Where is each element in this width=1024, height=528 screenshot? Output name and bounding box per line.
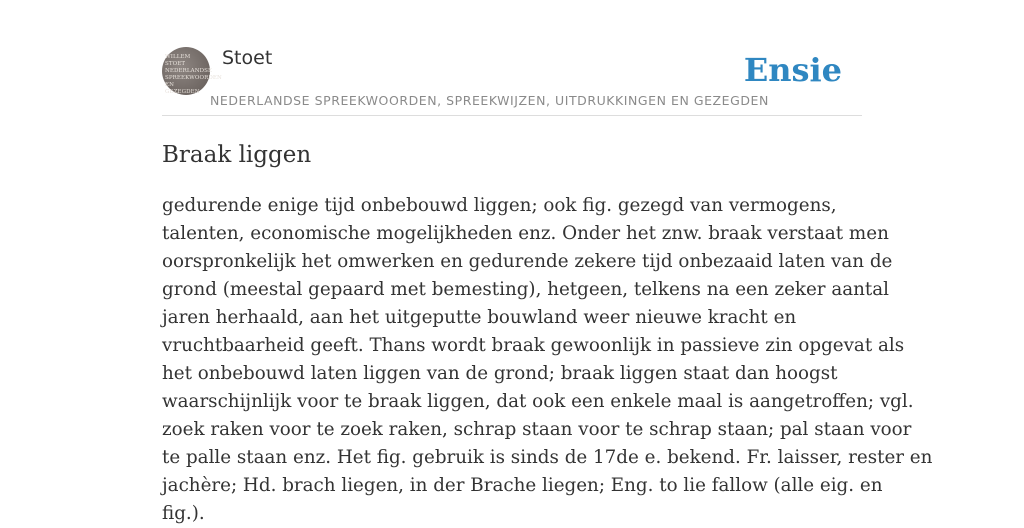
entry-title: Braak liggen [162, 142, 312, 168]
definition-line: jachère; Hd. brach liegen, in der Brache liegen; Eng. to lie fallow (alle eig. en [162, 475, 883, 496]
definition-line: talenten, economische mogelijkheden enz. Onder het znw. braak verstaat men [162, 223, 889, 244]
definition-line: jaren herhaald, aan het uitgeputte bouwland weer nieuwe kracht en [162, 307, 797, 328]
definition-line: fig.). [162, 503, 205, 524]
definition-line: zoek raken voor te zoek raken, schrap staan voor te schrap staan; pal staan voor [162, 419, 912, 440]
header [162, 0, 862, 116]
source-subtitle[interactable]: NEDERLANDSE SPREEKWOORDEN, SPREEKWIJZEN, UITDRUKKINGEN EN GEZEGDEN [210, 93, 769, 108]
definition-line: gedurende enige tijd onbebouwd liggen; ook fig. gezegd van vermogens, [162, 195, 837, 216]
entry-definition [162, 192, 933, 528]
author-avatar[interactable] [162, 47, 222, 95]
definition-line: vruchtbaarheid geeft. Thans wordt braak gewoonlijk in passieve zin opgevat als [162, 335, 905, 356]
author-name[interactable]: Stoet [222, 47, 273, 69]
definition-line: oorspronkelijk het omwerken en gedurende zekere tijd onbezaaid laten van de [162, 251, 893, 272]
definition-line: grond (meestal gepaard met bemesting), hetgeen, telkens na een zeker aantal [162, 279, 890, 300]
definition-line: te palle staan enz. Het fig. gebruik is sinds de 17de e. bekend. Fr. laisser, rester en [162, 447, 933, 468]
avatar-book-cover-text: WILLEM STOET NEDERLANDSE SPREEKWOORDEN EN GEZEGDEN [165, 54, 222, 95]
definition-line: waarschijnlijk voor te braak liggen, dat ook een enkele maal is aangetroffen; vgl. [162, 391, 914, 412]
ensie-logo[interactable]: Ensie [743, 51, 842, 89]
definition-line: het onbebouwd laten liggen van de grond; braak liggen staat dan hoogst [162, 363, 838, 384]
